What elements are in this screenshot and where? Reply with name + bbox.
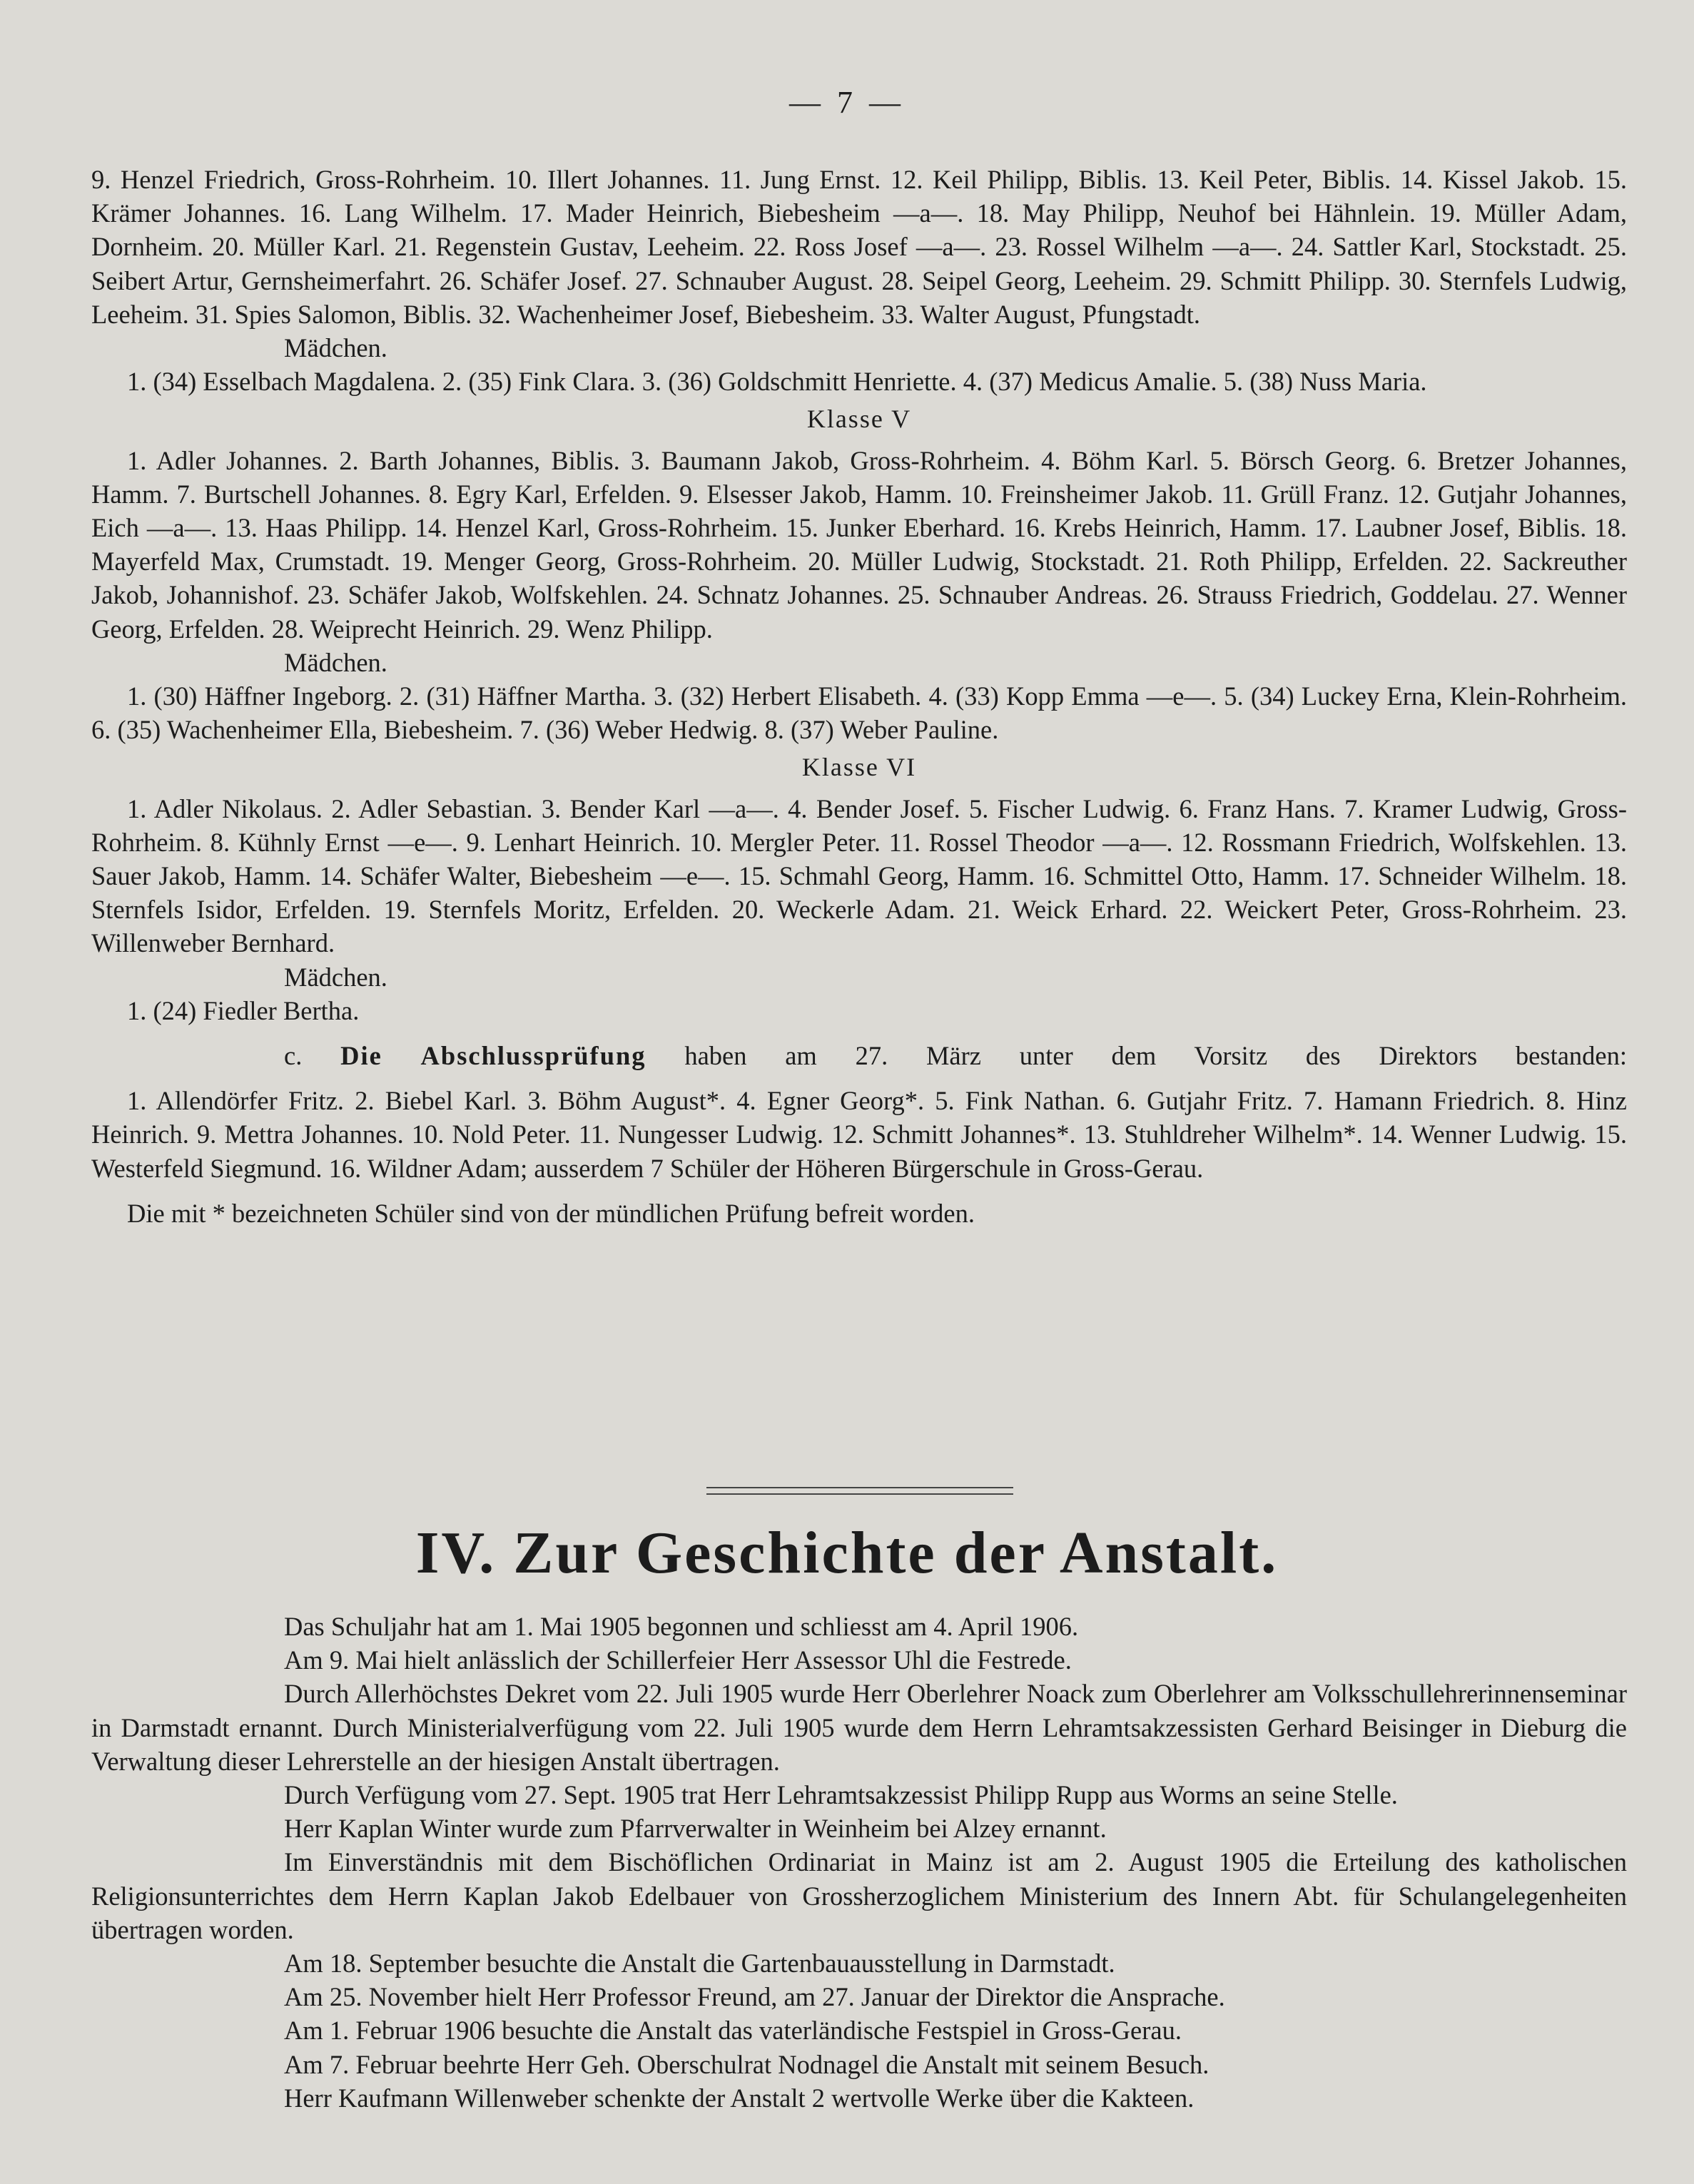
history-section <box>91 1610 1627 2115</box>
history-paragraph: Durch Verfügung vom 27. Sept. 1905 trat Herr Lehramtsakzessist Philipp Rupp aus Worms an seine Stelle. <box>284 1780 1398 1810</box>
girls-list: 1. (24) Fiedler Bertha. <box>127 995 360 1025</box>
girls-label: Mädchen. <box>284 333 387 363</box>
history-paragraph: Am 18. September besuchte die Anstalt die Gartenbauausstellung in Darmstadt. <box>284 1949 1115 1979</box>
history-paragraph: Am 25. November hielt Herr Professor Freund, am 27. Januar der Direktor die Ansprache. <box>284 1982 1225 2012</box>
exam-heading <box>284 1039 1627 1072</box>
history-paragraph: Im Einverständnis mit dem Bischöflichen Ordinariat in Mainz ist am 2. August 1905 die Erteilung des katholischen Religionsunterrichtes dem Herrn Kaplan Jakob Edelbauer von Grossherzoglichem Ministerium des Innern Abt. für Schulangelegenheiten übertragen worden. <box>91 1847 1627 1944</box>
exam-list: 1. Allendörfer Fritz. 2. Biebel Karl. 3. Böhm August*. 4. Egner Georg*. 5. Fink Nathan. 6. Gutjahr Fritz. 7. Hamann Friedrich. 8. Hinz Heinrich. 9. Mettra Johannes. 10. Nold Peter. 11. Nungesser Ludwig. 12. Schmitt Johannes*. 13. Stuhldreher Wilhelm*. 14. Wenner Ludwig. 15. Westerfeld Siegmund. 16. Wildner Adam; ausserdem 7 Schüler der Höheren Bürgerschule in Gross-Gerau. <box>91 1086 1627 1183</box>
history-paragraph: Herr Kaufmann Willenweber schenkte der Anstalt 2 wertvolle Werke über die Kakteen. <box>284 2083 1195 2113</box>
history-paragraph: Herr Kaplan Winter wurde zum Pfarrverwalter in Weinheim bei Alzey ernannt. <box>284 1814 1107 1844</box>
class-list: 1. Adler Nikolaus. 2. Adler Sebastian. 3. Bender Karl —a—. 4. Bender Josef. 5. Fischer Ludwig. 6. Franz Hans. 7. Kramer Ludwig, Gross-Rohrheim. 8. Kühnly Ernst —e—. 9. Lenhart Heinrich. 10. Mergler Peter. 11. Rossel Theodor —a—. 12. Rossmann Friedrich, Wolfskehlen. 13. Sauer Jakob, Hamm. 14. Schäfer Walter, Biebesheim —e—. 15. Schmahl Georg, Hamm. 16. Schmittel Otto, Hamm. 17. Schneider Wilhelm. 18. Sternfels Isidor, Erfelden. 19. Sternfels Moritz, Erfelden. 20. Weckerle Adam. 21. Weick Erhard. 22. Weickert Peter, Gross-Rohrheim. 23. Willenweber Bernhard. <box>91 793 1627 958</box>
class-heading: Klasse V <box>806 405 912 434</box>
exam-suffix: haben am 27. März unter dem Vorsitz des Direktors bestanden: <box>684 1041 1628 1071</box>
girls-list: 1. (34) Esselbach Magdalena. 2. (35) Fink Clara. 3. (36) Goldschmitt Henriette. 4. (37) Medicus Amalie. 5. (38) Nuss Maria. <box>127 367 1427 397</box>
upper-section <box>91 163 1627 1230</box>
class-list: 1. Adler Johannes. 2. Barth Johannes, Biblis. 3. Baumann Jakob, Gross-Rohrheim. 4. Böhm Karl. 5. Börsch Georg. 6. Bretzer Johannes, Hamm. 7. Burtschell Johannes. 8. Egry Karl, Erfelden. 9. Elsesser Jakob, Hamm. 10. Freinsheimer Jakob. 11. Grüll Franz. 12. Gutjahr Johannes, Eich —a—. 13. Haas Philipp. 14. Henzel Karl, Gross-Rohrheim. 15. Junker Eberhard. 16. Krebs Heinrich, Hamm. 17. Laubner Josef, Biblis. 18. Mayerfeld Max, Crumstadt. 19. Menger Georg, Gross-Rohrheim. 20. Müller Ludwig, Stockstadt. 21. Roth Philipp, Erfelden. 22. Sackreuther Jakob, Johannishof. 23. Schäfer Jakob, Wolfskehlen. 24. Schnatz Johannes. 25. Schnauber Andreas. 26. Strauss Friedrich, Goddelau. 27. Wenner Georg, Erfelden. 28. Weiprecht Heinrich. 29. Wenz Philipp. <box>91 445 1627 644</box>
history-paragraph: Durch Allerhöchstes Dekret vom 22. Juli 1905 wurde Herr Oberlehrer Noack zum Oberlehrer am Volksschullehrerinnenseminar in Darmstadt ernannt. Durch Ministerialverfügung vom 22. Juli 1905 wurde dem Herrn Lehramtsakzessisten Gerhard Beisinger in Dieburg die Verwaltung dieser Lehrerstelle an der hiesigen Anstalt übertragen. <box>91 1679 1627 1776</box>
history-paragraph: Am 9. Mai hielt anlässlich der Schillerfeier Herr Assessor Uhl die Festrede. <box>284 1645 1072 1675</box>
girls-label: Mädchen. <box>284 962 387 992</box>
class-list-continuation: 9. Henzel Friedrich, Gross-Rohrheim. 10. Illert Johannes. 11. Jung Ernst. 12. Keil Philipp, Biblis. 13. Keil Peter, Biblis. 14. Kissel Jakob. 15. Krämer Johannes. 16. Lang Wilhelm. 17. Mader Heinrich, Biebesheim —a—. 18. May Philipp, Neuhof bei Hähnlein. 19. Müller Adam, Dornheim. 20. Müller Karl. 21. Regenstein Gustav, Leeheim. 22. Ross Josef —a—. 23. Rossel Wilhelm —a—. 24. Sattler Karl, Stockstadt. 25. Seibert Artur, Gernsheimerfahrt. 26. Schäfer Josef. 27. Schnauber August. 28. Seipel Georg, Leeheim. 29. Schmitt Philipp. 30. Sternfels Ludwig, Leeheim. 31. Spies Salomon, Biblis. 32. Wachenheimer Josef, Biebesheim. 33. Walter August, Pfungstadt. <box>91 165 1627 329</box>
page-number: — 7 — <box>789 85 905 120</box>
chapter-title: IV. Zur Geschichte der Anstalt. <box>415 1520 1279 1586</box>
exam-note: Die mit * bezeichneten Schüler sind von der mündlichen Prüfung befreit worden. <box>127 1198 975 1228</box>
divider-rule <box>706 1487 1013 1488</box>
divider-rule <box>706 1493 1013 1495</box>
class-heading: Klasse VI <box>801 753 917 782</box>
history-paragraph: Am 1. Februar 1906 besuchte die Anstalt das vaterländische Festspiel in Gross-Gerau. <box>284 2016 1182 2046</box>
girls-label: Mädchen. <box>284 647 387 677</box>
exam-title: Die Abschlussprüfung <box>340 1041 646 1071</box>
history-paragraph: Das Schuljahr hat am 1. Mai 1905 begonnen und schliesst am 4. April 1906. <box>284 1612 1079 1641</box>
girls-list: 1. (30) Häffner Ingeborg. 2. (31) Häffner Martha. 3. (32) Herbert Elisabeth. 4. (33) Kopp Emma —e—. 5. (34) Luckey Erna, Klein-Rohrheim. 6. (35) Wachenheimer Ella, Biebesheim. 7. (36) Weber Hedwig. 8. (37) Weber Pauline. <box>91 681 1627 745</box>
exam-prefix: c. <box>284 1041 303 1071</box>
history-paragraph: Am 7. Februar beehrte Herr Geh. Oberschulrat Nodnagel die Anstalt mit seinem Besuch. <box>284 2049 1209 2079</box>
